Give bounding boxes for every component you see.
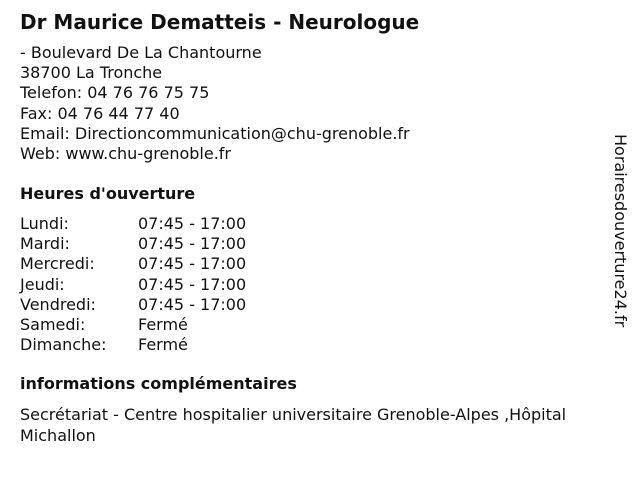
hours-time: 07:45 - 17:00 <box>138 234 247 254</box>
hours-row-saturday <box>20 315 246 335</box>
opening-hours-table <box>20 214 246 355</box>
page-title: Dr Maurice Dematteis - Neurologue <box>20 10 420 34</box>
hours-day: Dimanche: <box>20 335 107 355</box>
hours-time: 07:45 - 17:00 <box>138 294 247 314</box>
hours-day: Samedi: <box>20 315 86 335</box>
hours-day: Mardi: <box>20 234 70 254</box>
fax-line: Fax: 04 76 44 77 40 <box>20 103 180 123</box>
additional-info-heading: informations complémentaires <box>20 374 297 393</box>
hours-row-tuesday <box>20 234 246 254</box>
opening-hours-heading: Heures d'ouverture <box>20 184 196 203</box>
hours-day: Vendredi: <box>20 294 96 314</box>
email-line: Email: Directioncommunication@chu-grenoble.fr <box>20 123 410 143</box>
hours-time: 07:45 - 17:00 <box>138 274 247 294</box>
address-block <box>20 43 410 164</box>
hours-time: Fermé <box>138 335 188 355</box>
site-watermark: Horairesdouverture24.fr <box>611 134 630 328</box>
phone-line: Telefon: 04 76 76 75 75 <box>20 83 210 103</box>
hours-time: Fermé <box>138 315 188 335</box>
hours-row-thursday <box>20 275 246 295</box>
hours-day: Lundi: <box>20 214 69 233</box>
hours-day: Mercredi: <box>20 254 95 274</box>
address-city: 38700 La Tronche <box>20 63 163 83</box>
hours-day: Jeudi: <box>20 274 65 294</box>
web-line: Web: www.chu-grenoble.fr <box>20 144 231 164</box>
hours-time: 07:45 - 17:00 <box>138 254 247 274</box>
hours-row-monday <box>20 214 246 234</box>
hours-row-sunday <box>20 335 246 355</box>
hours-row-friday <box>20 295 246 315</box>
hours-time: 07:45 - 17:00 <box>138 214 247 233</box>
address-street: - Boulevard De La Chantourne <box>20 43 262 62</box>
additional-info-text: Secrétariat - Centre hospitalier universitaire Grenoble-Alpes ,Hôpital Michallon <box>20 405 567 445</box>
hours-row-wednesday <box>20 254 246 274</box>
